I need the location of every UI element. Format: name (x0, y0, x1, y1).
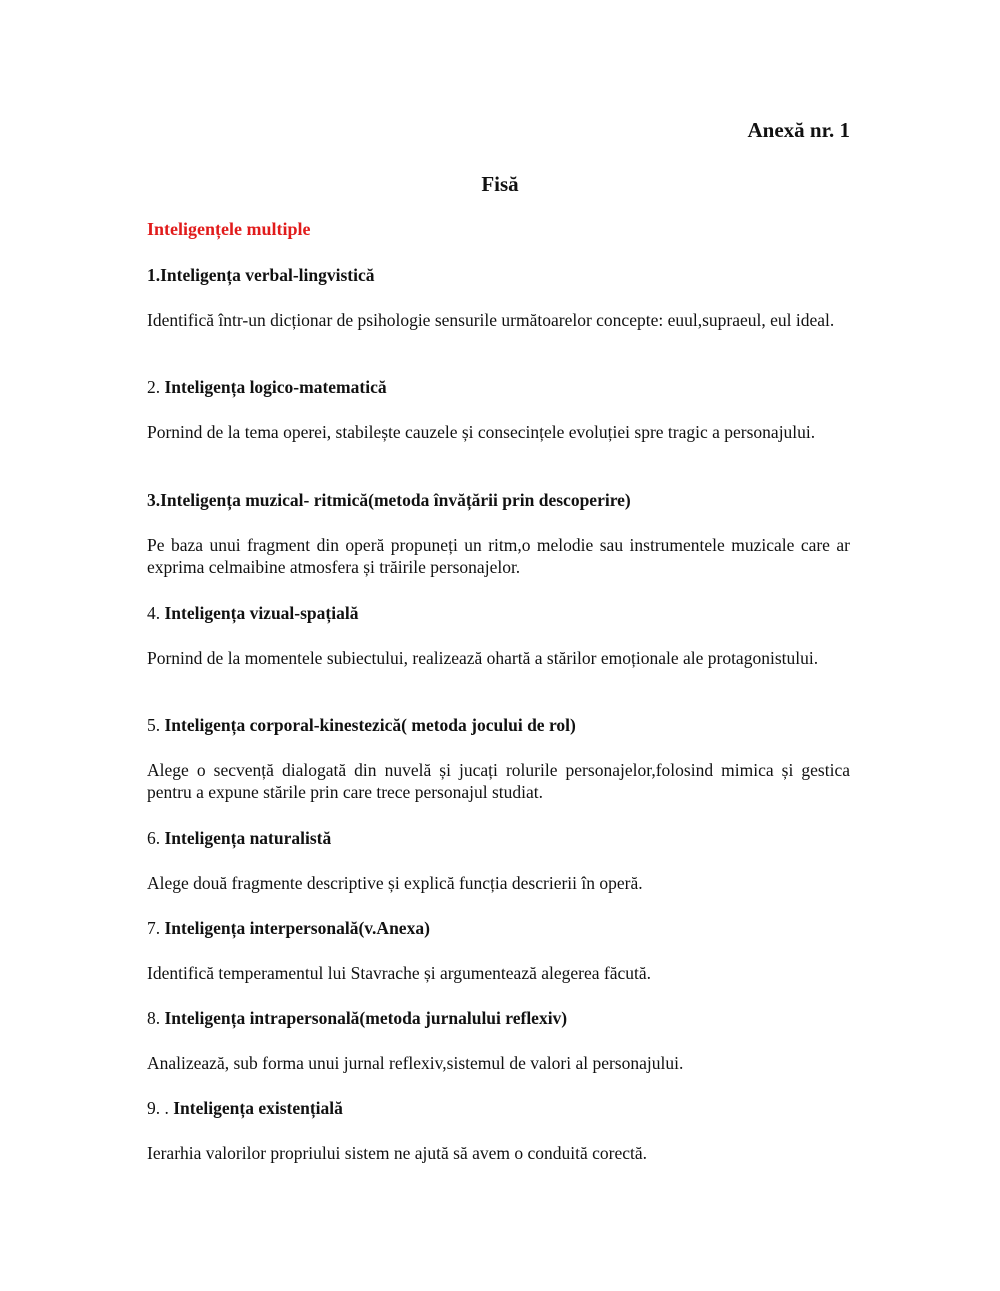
section-heading (147, 827, 850, 849)
section-heading (147, 489, 850, 511)
section-title: 1.Inteligența verbal-lingvistică (147, 265, 375, 285)
section-5 (147, 714, 850, 803)
section-title: Inteligența vizual-spațială (164, 603, 359, 623)
section-text: Identifică într-un dicționar de psihologie sensurile următoarelor concepte: euul,supraeul, eul ideal. (147, 310, 835, 330)
section-number: 7. (147, 918, 165, 938)
section-7 (147, 917, 850, 984)
section-6 (147, 827, 850, 894)
section-text: Pornind de la tema operei, stabilește cauzele și consecințele evoluției spre tragic a personajului. (147, 422, 816, 442)
section-9 (147, 1097, 850, 1164)
section-heading (147, 602, 850, 624)
section-number: 9. . (147, 1098, 174, 1118)
section-3 (147, 489, 850, 578)
section-title: Inteligența intrapersonală(metoda jurnalului reflexiv) (164, 1008, 568, 1028)
section-number: 5. (147, 715, 165, 735)
section-text: Alege două fragmente descriptive și explică funcția descrierii în operă. (147, 873, 643, 893)
section-text: Identifică temperamentul lui Stavrache și argumentează alegerea făcută. (147, 963, 651, 983)
section-heading (147, 1007, 850, 1029)
section-heading (147, 714, 850, 736)
section-4 (147, 602, 850, 669)
section-number: 2. (147, 377, 165, 397)
section-text: Pornind de la momentele subiectului, realizează ohartă a stărilor emoționale ale protagonistului. (147, 648, 819, 668)
section-heading (147, 1097, 850, 1119)
annex-label: Anexă nr. 1 (747, 118, 850, 142)
subtitle: Inteligențele multiple (147, 219, 311, 239)
section-title: 3.Inteligența muzical- ritmică(metoda învățării prin descoperire) (147, 490, 631, 510)
section-number: 4. (147, 603, 165, 623)
section-text: Pe baza unui fragment din operă propuneți un ritm,o melodie sau instrumentele muzicale care ar exprima celmaibine atmosfera și trăirile personajelor. (147, 535, 850, 577)
section-title: Inteligența existențială (173, 1098, 343, 1118)
section-heading (147, 917, 850, 939)
section-text: Analizează, sub forma unui jurnal reflexiv,sistemul de valori al personajului. (147, 1053, 684, 1073)
section-title: Inteligența corporal-kinestezică( metoda jocului de rol) (164, 715, 576, 735)
section-title: Inteligența logico-matematică (164, 377, 387, 397)
section-text: Ierarhia valorilor propriului sistem ne ajută să avem o conduită corectă. (147, 1143, 648, 1163)
section-title: Inteligența naturalistă (164, 828, 332, 848)
section-heading (147, 376, 850, 398)
section-heading (147, 264, 850, 286)
section-title: Inteligența interpersonală(v.Anexa) (164, 918, 430, 938)
section-number: 6. (147, 828, 165, 848)
page-title: Fisă (481, 172, 519, 196)
section-number: 8. (147, 1008, 165, 1028)
section-8 (147, 1007, 850, 1074)
section-text: Alege o secvență dialogată din nuvelă și jucați rolurile personajelor,folosind mimica și gestica pentru a expune stările prin care trece personajul studiat. (147, 760, 850, 802)
section-2 (147, 376, 850, 443)
section-1 (147, 264, 850, 331)
